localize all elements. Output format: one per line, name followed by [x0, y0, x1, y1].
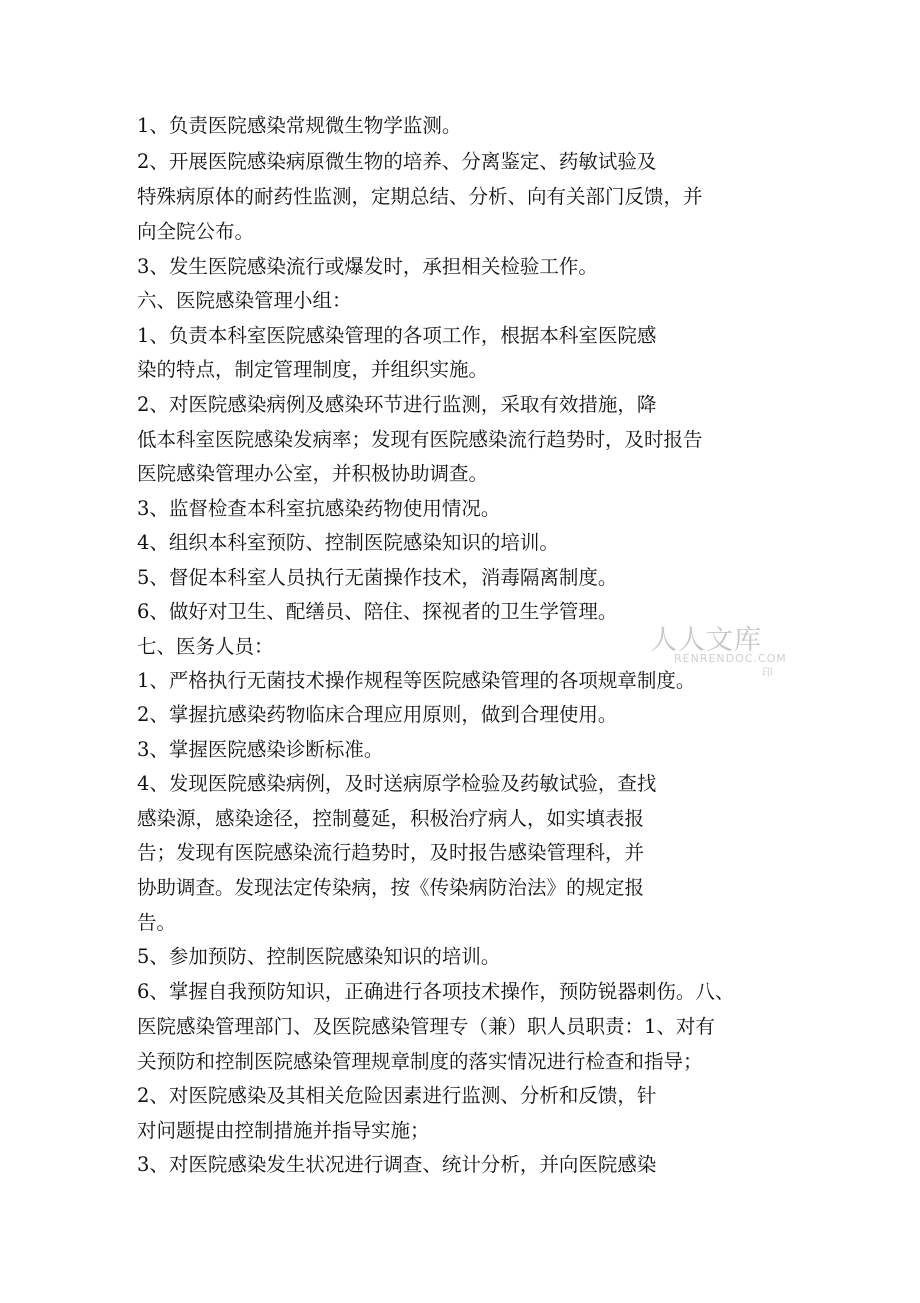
text-line: 6、掌握自我预防知识，正确进行各项技术操作，预防锐器刺伤。八、 [137, 980, 735, 1003]
text-line: 告。 [137, 911, 177, 934]
text-line: 5、督促本科室人员执行无菌操作技术，消毒隔离制度。 [137, 566, 618, 589]
text-line: 关预防和控制医院感染管理规章制度的落实情况进行检查和指导； [137, 1050, 703, 1073]
text-line: 向全院公布。 [137, 220, 255, 243]
text-line: 告；发现有医院感染流行趋势时，及时报告感染管理科，并 [137, 841, 645, 864]
text-line: 感染源，感染途径，控制蔓延，积极治疗病人，如实填表报 [137, 807, 645, 830]
text-line: 3、监督检查本科室抗感染药物使用情况。 [137, 497, 501, 520]
text-line: 低本科室医院感染发病率；发现有医院感染流行趋势时，及时报告 [137, 428, 703, 451]
watermark-subtitle: RENRENDOC.COM [674, 652, 787, 665]
text-line: 2、掌握抗感染药物临床合理应用原则，做到合理使用。 [137, 703, 618, 726]
text-line: 3、掌握医院感染诊断标准。 [137, 738, 384, 761]
section-heading: 七、医务人员： [137, 635, 274, 658]
text-line: 医院感染管理办公室，并积极协助调查。 [137, 462, 489, 485]
watermark-title: 人人文库 [650, 625, 762, 656]
text-line: 3、发生医院感染流行或爆发时，承担相关检验工作。 [137, 255, 598, 278]
text-line: 4、发现医院感染病例，及时送病原学检验及药敏试验，查找 [137, 772, 657, 795]
text-line: 对问题提由控制措施并指导实施； [137, 1119, 430, 1142]
watermark-char: 印 [762, 666, 773, 679]
text-line: 4、组织本科室预防、控制医院感染知识的培训。 [137, 531, 559, 554]
text-line: 2、开展医院感染病原微生物的培养、分离鉴定、药敏试验及 [137, 150, 657, 173]
text-line: 1、负责本科室医院感染管理的各项工作，根据本科室医院感 [137, 324, 657, 347]
text-line: 2、对医院感染病例及感染环节进行监测，采取有效措施，降 [137, 393, 657, 416]
text-line: 5、参加预防、控制医院感染知识的培训。 [137, 945, 501, 968]
text-line: 特殊病原体的耐药性监测，定期总结、分析、向有关部门反馈，并 [137, 185, 703, 208]
text-line: 医院感染管理部门、及医院感染管理专（兼）职人员职责：1、对有 [137, 1015, 715, 1038]
text-line: 1、严格执行无菌技术操作规程等医院感染管理的各项规章制度。 [137, 669, 696, 692]
text-line: 协助调查。发现法定传染病，按《传染病防治法》的规定报 [137, 876, 645, 899]
text-line: 染的特点，制定管理制度，并组织实施。 [137, 358, 489, 381]
section-heading: 六、医院感染管理小组： [137, 289, 352, 312]
text-line: 2、对医院感染及其相关危险因素进行监测、分析和反馈，针 [137, 1084, 657, 1107]
text-line: 6、做好对卫生、配缮员、陪住、探视者的卫生学管理。 [137, 600, 618, 623]
text-line: 1、负责医院感染常规微生物学监测。 [137, 114, 462, 137]
text-line: 3、对医院感染发生状况进行调查、统计分析，并向医院感染 [137, 1153, 657, 1176]
